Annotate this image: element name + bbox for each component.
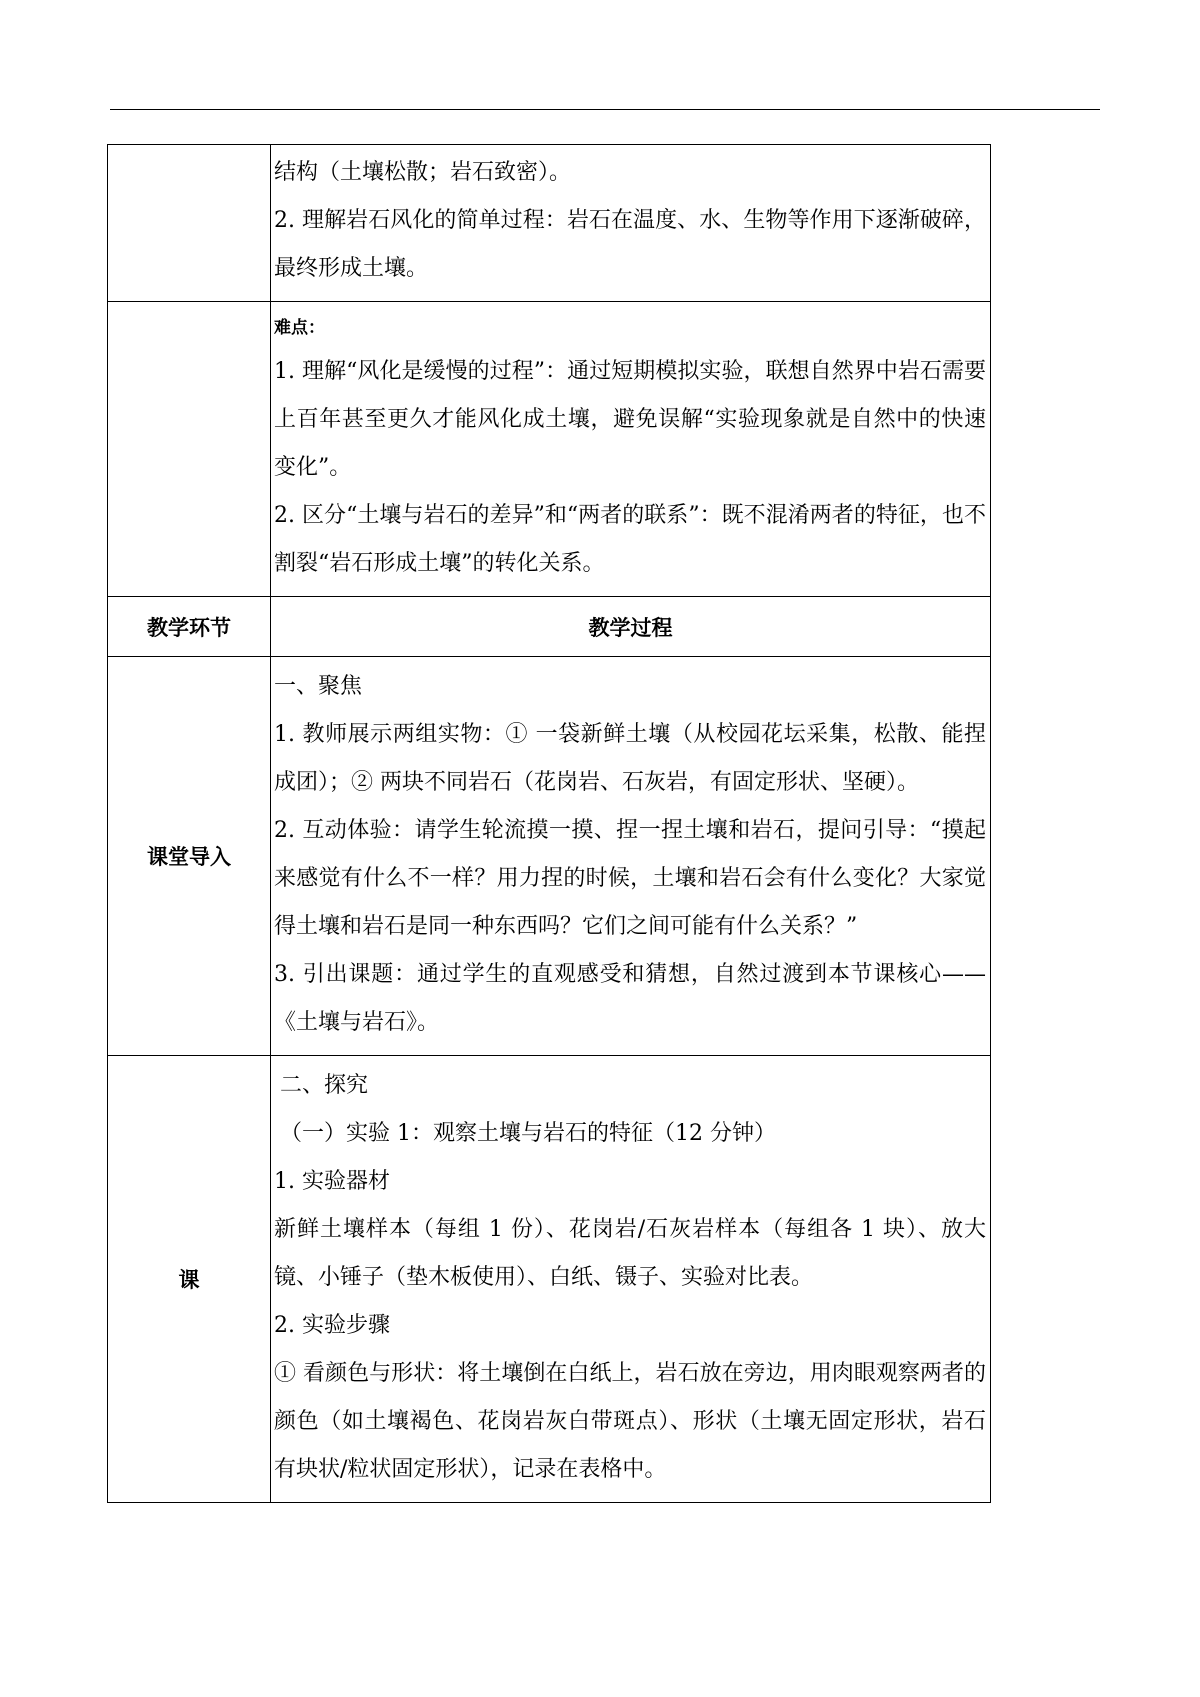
explore-cell: [271, 1056, 991, 1503]
explore-line: （一）实验 1：观察土壤与岩石的特征（12 分钟）: [280, 1121, 776, 1146]
key-points-row: [108, 145, 991, 302]
header-stage: 教学环节: [108, 597, 271, 657]
intro-line: 2. 互动体验：请学生轮流摸一摸、捏一捏土壤和岩石，提问引导：“摸起来感觉有什么不一样？用力捏的时候，土壤和岩石会有什么变化？大家觉得土壤和岩石是同一种东西吗？它们之间可能有什么关系？”: [274, 818, 986, 939]
intro-line: 3. 引出课题：通过学生的直观感受和猜想，自然过渡到本节课核心——《土壤与岩石》。: [274, 962, 986, 1035]
key-points-cell: [271, 145, 991, 302]
difficulty-line: 1. 理解“风化是缓慢的过程”：通过短期模拟实验，联想自然界中岩石需要上百年甚至更久才能风化成土壤，避免误解“实验现象就是自然中的快速变化”。: [274, 359, 986, 480]
explore-line: 1. 实验器材: [274, 1169, 390, 1194]
difficulty-label: 难点：: [274, 318, 325, 338]
intro-cell: [271, 657, 991, 1056]
difficulty-cell: [271, 302, 991, 597]
lesson-plan-table: [107, 144, 991, 1503]
key-point-line: 2. 理解岩石风化的简单过程：岩石在温度、水、生物等作用下逐渐破碎，最终形成土壤。: [274, 208, 986, 281]
explore-row: [108, 1056, 991, 1503]
key-point-line: 结构（土壤松散；岩石致密）。: [274, 160, 572, 185]
explore-line: 新鲜土壤样本（每组 1 份）、花岗岩/石灰岩样本（每组各 1 块）、放大镜、小锤子（垫木板使用）、白纸、镊子、实验对比表。: [274, 1217, 986, 1290]
difficulty-line: 2. 区分“土壤与岩石的差异”和“两者的联系”：既不混淆两者的特征，也不割裂“岩石形成土壤”的转化关系。: [274, 503, 986, 576]
explore-line: 2. 实验步骤: [274, 1313, 390, 1338]
explore-line: 二、探究: [280, 1073, 369, 1098]
stage-cell-empty: [108, 145, 271, 302]
explore-line: ① 看颜色与形状：将土壤倒在白纸上，岩石放在旁边，用肉眼观察两者的颜色（如土壤褐色、花岗岩灰白带斑点）、形状（土壤无固定形状，岩石有块状/粒状固定形状），记录在表格中。: [274, 1361, 986, 1482]
stage-explore: 课: [108, 1056, 271, 1503]
header-process: 教学过程: [271, 597, 991, 657]
intro-line: 一、聚焦: [274, 674, 363, 699]
stage-cell-empty: [108, 302, 271, 597]
stage-intro: 课堂导入: [108, 657, 271, 1056]
table-header-row: [108, 597, 991, 657]
intro-line: 1. 教师展示两组实物：① 一袋新鲜土壤（从校园花坛采集，松散、能捏成团）；② 两块不同岩石（花岗岩、石灰岩，有固定形状、坚硬）。: [274, 722, 986, 795]
difficulty-row: [108, 302, 991, 597]
intro-row: [108, 657, 991, 1056]
header-rule: [110, 109, 1100, 110]
